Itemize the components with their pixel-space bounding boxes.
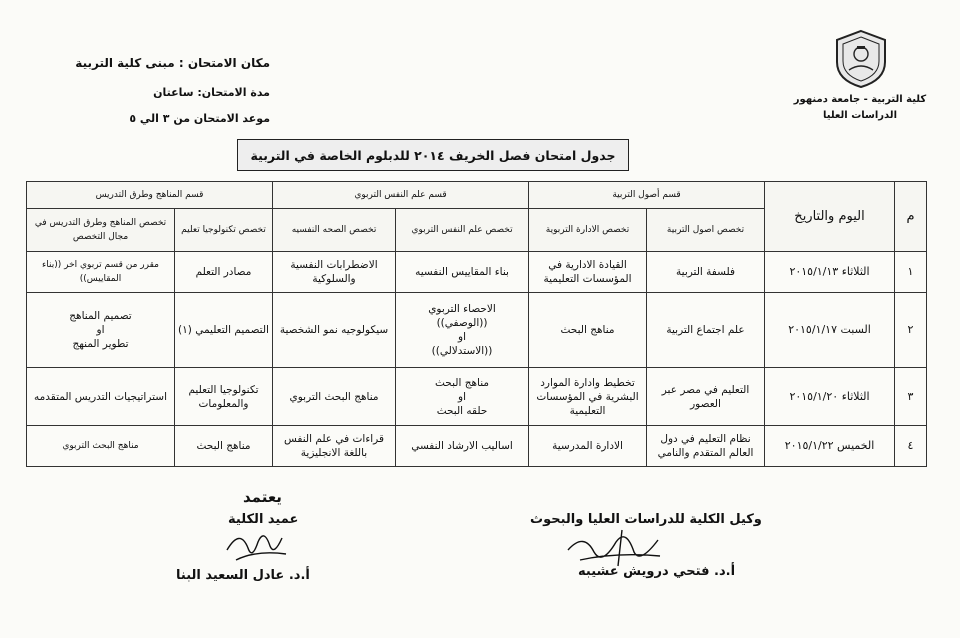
cell-mental-health: مناهج البحث التربوي	[273, 368, 396, 426]
row-date: الثلاثاء ٢٠١٥/١/١٣	[765, 252, 895, 293]
vice-dean-title: وكيل الكلية للدراسات العليا والبحوث	[530, 512, 762, 527]
row-date: السبت ٢٠١٥/١/١٧	[765, 292, 895, 367]
exam-info	[0, 50, 270, 140]
cell-line: الاحصاء التربوي	[428, 302, 496, 315]
header-spec-edu-psychology: تخصص علم النفس التربوي	[396, 209, 529, 252]
cell-mental-health: سيكولوجيه نمو الشخصية	[273, 292, 396, 367]
dean-signature-icon	[222, 520, 292, 568]
cell-edu-psychology	[396, 292, 529, 367]
cell-edu-technology: التصميم التعليمي (١)	[175, 292, 273, 367]
cell-foundations: علم اجتماع التربية	[647, 292, 765, 367]
cell-line: ((الوصفي))	[436, 316, 488, 329]
cell-administration: القيادة الادارية في المؤسسات التعليمية	[529, 252, 647, 293]
header-spec-edu-technology: تخصص تكنولوجيا تعليم	[175, 209, 273, 252]
header-day-date: اليوم والتاريخ	[765, 182, 895, 252]
cell-administration: تخطيط وادارة الموارد البشرية في المؤسسات التعليمية	[529, 368, 647, 426]
cell-edu-psychology: بناء المقاييس النفسيه	[396, 252, 529, 293]
cell-line: تصميم المناهج	[69, 309, 132, 322]
header-spec-curricula: تخصص المناهج وطرق التدريس في مجال التخصص	[27, 209, 175, 252]
schedule-title: جدول امتحان فصل الخريف ٢٠١٤ للدبلوم الخاصة في التربية	[237, 139, 629, 171]
header-dept-curricula: قسم المناهج وطرق التدريس	[27, 182, 273, 209]
cell-line: ((الاستدلالي))	[431, 344, 493, 357]
cell-edu-psychology	[396, 368, 529, 426]
header-spec-administration: تخصص الادارة التربوية	[529, 209, 647, 252]
cell-line: او	[458, 330, 467, 343]
table-row	[27, 292, 927, 367]
row-num: ٣	[895, 368, 927, 426]
college-line-2: الدراسات العليا	[822, 110, 897, 121]
vice-dean-name: أ.د. فتحي درويش عشيبه	[578, 564, 736, 579]
cell-edu-technology: مناهج البحث	[175, 426, 273, 467]
cell-line: او	[458, 390, 467, 403]
college-line-1: كلية التربية - جامعة دمنهور	[793, 94, 927, 105]
row-num: ٢	[895, 292, 927, 367]
header-num: م	[895, 182, 927, 252]
exam-duration: مدة الامتحان: ساعتان	[153, 86, 270, 99]
cell-curricula: مناهج البحث التربوي	[27, 426, 175, 467]
college-name	[790, 92, 930, 124]
exam-schedule-table	[26, 181, 927, 467]
row-num: ٤	[895, 426, 927, 467]
header-spec-mental-health: تخصص الصحه النفسيه	[273, 209, 396, 252]
cell-edu-technology: تكنولوجيا التعليم والمعلومات	[175, 368, 273, 426]
cell-edu-technology: مصادر التعلم	[175, 252, 273, 293]
cell-mental-health: الاضطرابات النفسية والسلوكية	[273, 252, 396, 293]
cell-mental-health: قراءات في علم النفس باللغة الانجليزية	[273, 426, 396, 467]
row-date: الثلاثاء ٢٠١٥/١/٢٠	[765, 368, 895, 426]
cell-line: مناهج البحث	[435, 376, 490, 389]
cell-line: او	[96, 323, 105, 336]
cell-foundations: فلسفة التربية	[647, 252, 765, 293]
cell-administration: مناهج البحث	[529, 292, 647, 367]
cell-curricula: مقرر من قسم تربوي اخر ((بناء المقاييس))	[27, 252, 175, 293]
cell-administration: الادارة المدرسية	[529, 426, 647, 467]
cell-edu-psychology: اساليب الارشاد النفسي	[396, 426, 529, 467]
table-row	[27, 426, 927, 467]
dean-title: عميد الكلية	[228, 512, 299, 527]
dean-name: أ.د. عادل السعيد البنا	[176, 568, 310, 583]
header-spec-foundations: تخصص اصول التربية	[647, 209, 765, 252]
exam-time: موعد الامتحان من ٣ الي ٥	[129, 112, 270, 125]
header-dept-psychology: قسم علم النفس التربوي	[273, 182, 529, 209]
approve-label: يعتمد	[243, 488, 282, 506]
row-num: ١	[895, 252, 927, 293]
cell-foundations: نظام التعليم في دول العالم المتقدم والنامي	[647, 426, 765, 467]
cell-foundations: التعليم في مصر عبر العصور	[647, 368, 765, 426]
university-emblem-icon	[830, 28, 892, 90]
cell-line: حلقه البحث	[436, 404, 488, 417]
cell-line: تطوير المنهج	[72, 337, 129, 350]
table-row	[27, 252, 927, 293]
cell-curricula	[27, 292, 175, 367]
header-dept-foundations: قسم أصول التربية	[529, 182, 765, 209]
table-row	[27, 368, 927, 426]
cell-curricula: استراتيجيات التدريس المتقدمه	[27, 368, 175, 426]
row-date: الخميس ٢٠١٥/١/٢٢	[765, 426, 895, 467]
exam-place: مكان الامتحان : مبنى كلية التربية	[75, 56, 270, 70]
